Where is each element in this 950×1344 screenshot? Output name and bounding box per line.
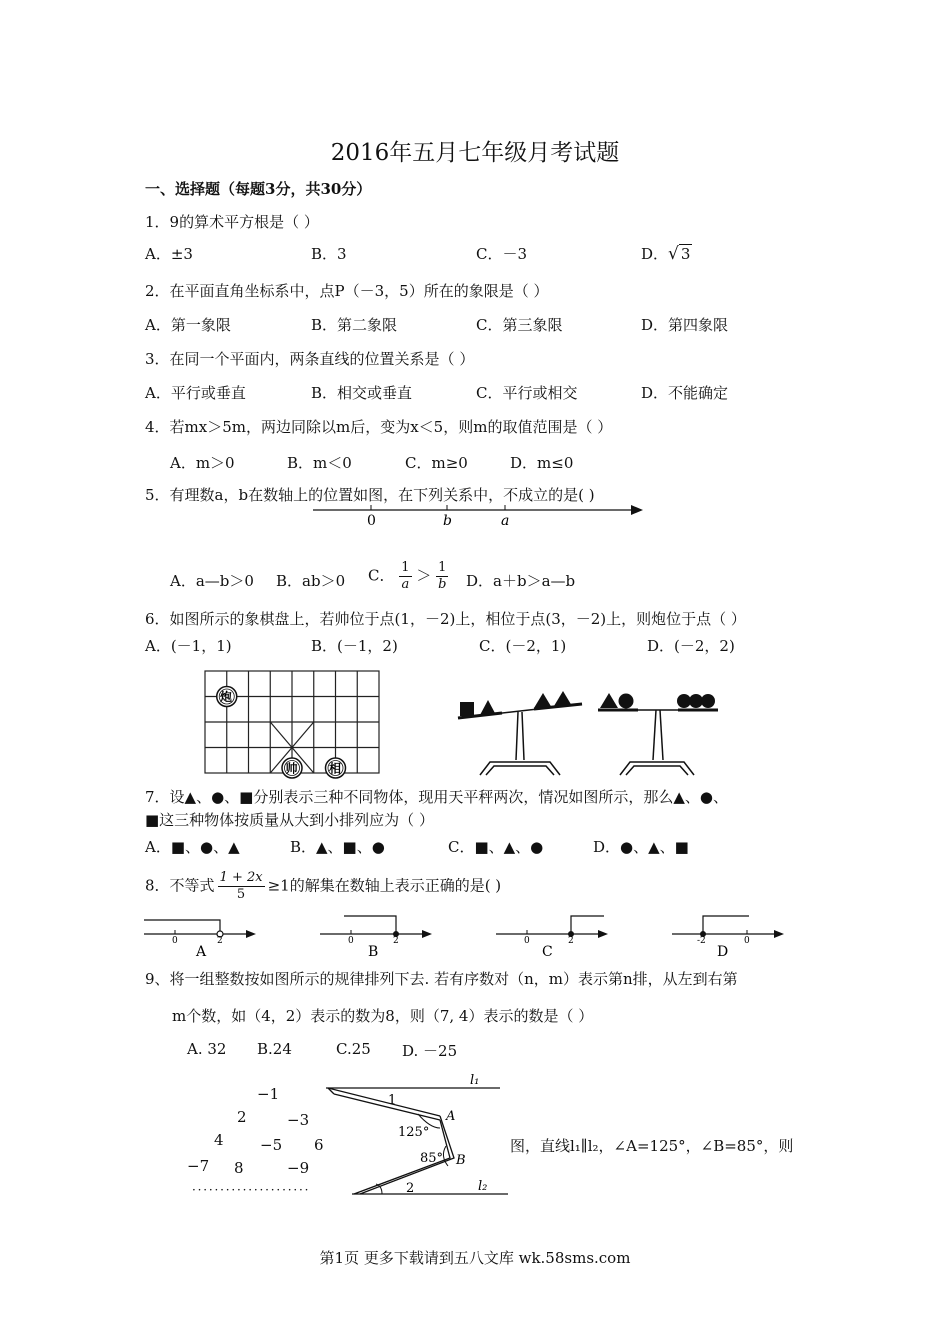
q4-option-b: B．m＜0 xyxy=(287,454,352,472)
pattern-number: −1 xyxy=(257,1085,280,1103)
pattern-number: −5 xyxy=(260,1136,283,1154)
q2-stem: 2．在平面直角坐标系中，点P（－3，5）所在的象限是（ ） xyxy=(145,282,549,300)
triangle-shape xyxy=(600,693,618,708)
q3-option-d: D．不能确定 xyxy=(641,384,729,402)
section-heading: 一、选择题（每题3分，共30分） xyxy=(145,180,372,198)
q7-option-c: C．■、▲、● xyxy=(448,838,544,856)
circle-shape xyxy=(619,694,634,709)
svg-text:A: A xyxy=(196,944,207,960)
tick-label-0: 0 xyxy=(367,513,376,529)
q3-option-a: A．平行或垂直 xyxy=(145,384,246,402)
svg-text:2: 2 xyxy=(217,936,223,946)
q6-option-b: B．(－1，2) xyxy=(311,637,398,655)
chessboard-figure xyxy=(200,668,385,780)
pattern-dots: · · · · · · · · · · · · · · · · · · · · · xyxy=(192,1183,308,1197)
svg-text:-2: -2 xyxy=(697,936,706,946)
q2-option-a: A．第一象限 xyxy=(145,316,231,334)
q2-option-b: B．第二象限 xyxy=(311,316,398,334)
q9-line2: m个数，如（4，2）表示的数为8，则（7, 4）表示的数是（ ） xyxy=(172,1007,594,1025)
q5-option-b: B．ab＞0 xyxy=(276,572,346,590)
q5-option-d: D．a＋b＞a—b xyxy=(466,572,576,590)
q7-option-a: A．■、●、▲ xyxy=(145,838,240,856)
q4-option-a: A．m＞0 xyxy=(170,454,235,472)
q9-option-c: C.25 xyxy=(336,1040,371,1058)
triangle-shape xyxy=(554,691,572,706)
q1-stem: 1．9的算术平方根是（ ） xyxy=(145,213,319,231)
q4-stem: 4．若mx＞5m，两边同除以m后，变为x＜5，则m的取值范围是（ ） xyxy=(145,418,613,436)
q9-option-a: A. 32 xyxy=(187,1040,227,1058)
q9-option-d: D. －25 xyxy=(402,1042,458,1060)
svg-text:85°: 85° xyxy=(420,1151,444,1166)
q6-option-c: C．(－2，1) xyxy=(479,637,567,655)
pattern-number: 2 xyxy=(237,1108,247,1126)
pattern-number: 8 xyxy=(234,1159,244,1177)
svg-text:D: D xyxy=(717,944,729,960)
svg-text:A: A xyxy=(446,1109,456,1124)
svg-text:相: 相 xyxy=(329,761,342,776)
svg-text:0: 0 xyxy=(744,936,750,946)
q8-option-c-line xyxy=(496,916,608,960)
q8-option-a-line xyxy=(144,920,256,960)
svg-text:0: 0 xyxy=(348,936,354,946)
q5-number-line xyxy=(305,500,645,532)
q2-option-d: D．第四象限 xyxy=(641,316,729,334)
q1-option-b: B．3 xyxy=(311,245,347,263)
svg-text:B: B xyxy=(456,1153,466,1168)
piece-shuai xyxy=(282,758,302,778)
pattern-number: −7 xyxy=(187,1157,210,1175)
pattern-number: −9 xyxy=(287,1159,310,1177)
svg-text:1: 1 xyxy=(388,1093,397,1108)
circle-shape xyxy=(689,694,703,708)
q3-stem: 3．在同一个平面内，两条直线的位置关系是（ ） xyxy=(145,350,475,368)
svg-text:帅: 帅 xyxy=(285,761,298,776)
frac-num: 1 xyxy=(436,560,448,577)
tick-label-b: b xyxy=(443,513,452,529)
circle-shape xyxy=(701,694,715,708)
q1-option-a: A．±3 xyxy=(145,245,193,263)
q5-option-c: C． $\frac{1}{a}$ ＞ $\frac{1}{b}$ xyxy=(368,560,447,592)
svg-text:炮: 炮 xyxy=(220,690,233,704)
triangle-shape xyxy=(480,700,496,715)
q5-stem: 5．有理数a，b在数轴上的位置如图，在下列关系中，不成立的是( ) xyxy=(145,486,595,504)
q9-option-b: B.24 xyxy=(257,1040,292,1058)
q10-text: 图，直线l₁∥l₂，∠A=125°，∠B=85°，则 xyxy=(510,1137,794,1155)
q7-line1: 7．设▲、●、■分别表示三种不同物体，现用天平秤两次，情况如图所示，那么▲、●、 xyxy=(145,788,728,806)
pattern-number: 4 xyxy=(214,1131,224,1149)
q4-option-d: D．m≤0 xyxy=(510,454,574,472)
parallel-lines-figure xyxy=(322,1070,512,1198)
svg-text:l₂: l₂ xyxy=(478,1179,488,1194)
page-footer: 第1页 更多下载请到五八文库 wk.58sms.com xyxy=(319,1249,631,1267)
svg-text:B: B xyxy=(368,944,379,960)
q1-option-d: D．√ 3 xyxy=(641,244,691,264)
q5-option-a: A．a—b＞0 xyxy=(170,572,254,590)
svg-text:125°: 125° xyxy=(398,1125,430,1140)
q1-option-c: C．－3 xyxy=(476,245,528,263)
svg-text:C: C xyxy=(542,944,553,960)
q6-option-a: A．(－1，1) xyxy=(145,637,232,655)
q6-stem: 6．如图所示的象棋盘上，若帅位于点(1，－2)上，相位于点(3，－2)上，则炮位于点（ ） xyxy=(145,610,746,628)
sqrt-symbol: √ xyxy=(668,244,679,264)
piece-pao xyxy=(217,687,237,707)
page-title: 2016年五月七年级月考试题 xyxy=(330,140,620,166)
tick-label-a: a xyxy=(501,513,510,529)
q6-option-d: D．(－2，2) xyxy=(647,637,735,655)
svg-text:0: 0 xyxy=(524,936,530,946)
pattern-number: −3 xyxy=(287,1111,310,1129)
q8-stem: 8．不等式 $\frac{1 + 2x}{5}$ ≥1的解集在数轴上表示正确的是( ) xyxy=(145,870,502,902)
svg-text:2: 2 xyxy=(406,1181,415,1196)
q9-line1: 9、将一组整数按如图所示的规律排列下去. 若有序数对（n，m）表示第n排，从左到右第 xyxy=(145,970,738,988)
q8-number-lines xyxy=(140,906,820,960)
circle-shape xyxy=(677,694,691,708)
q7-line2: ■这三种物体按质量从大到小排列应为（ ） xyxy=(145,811,434,829)
q2-option-c: C．第三象限 xyxy=(476,316,563,334)
svg-text:2: 2 xyxy=(393,936,399,946)
balance-scale-2 xyxy=(592,680,732,780)
q7-option-b: B．▲、■、● xyxy=(290,838,385,856)
q4-option-c: C．m≥0 xyxy=(405,454,468,472)
q7-option-d: D．●、▲、■ xyxy=(593,838,689,856)
q8-option-b-line xyxy=(320,916,432,960)
svg-text:2: 2 xyxy=(568,936,574,946)
piece-xiang xyxy=(326,758,346,778)
q3-option-c: C．平行或相交 xyxy=(476,384,578,402)
q8-option-d-line xyxy=(672,916,784,960)
square-shape xyxy=(460,702,474,716)
svg-text:0: 0 xyxy=(172,936,178,946)
q3-option-b: B．相交或垂直 xyxy=(311,384,413,402)
pattern-number: 6 xyxy=(314,1136,324,1154)
svg-text:l₁: l₁ xyxy=(470,1073,480,1088)
triangle-shape xyxy=(534,693,552,708)
